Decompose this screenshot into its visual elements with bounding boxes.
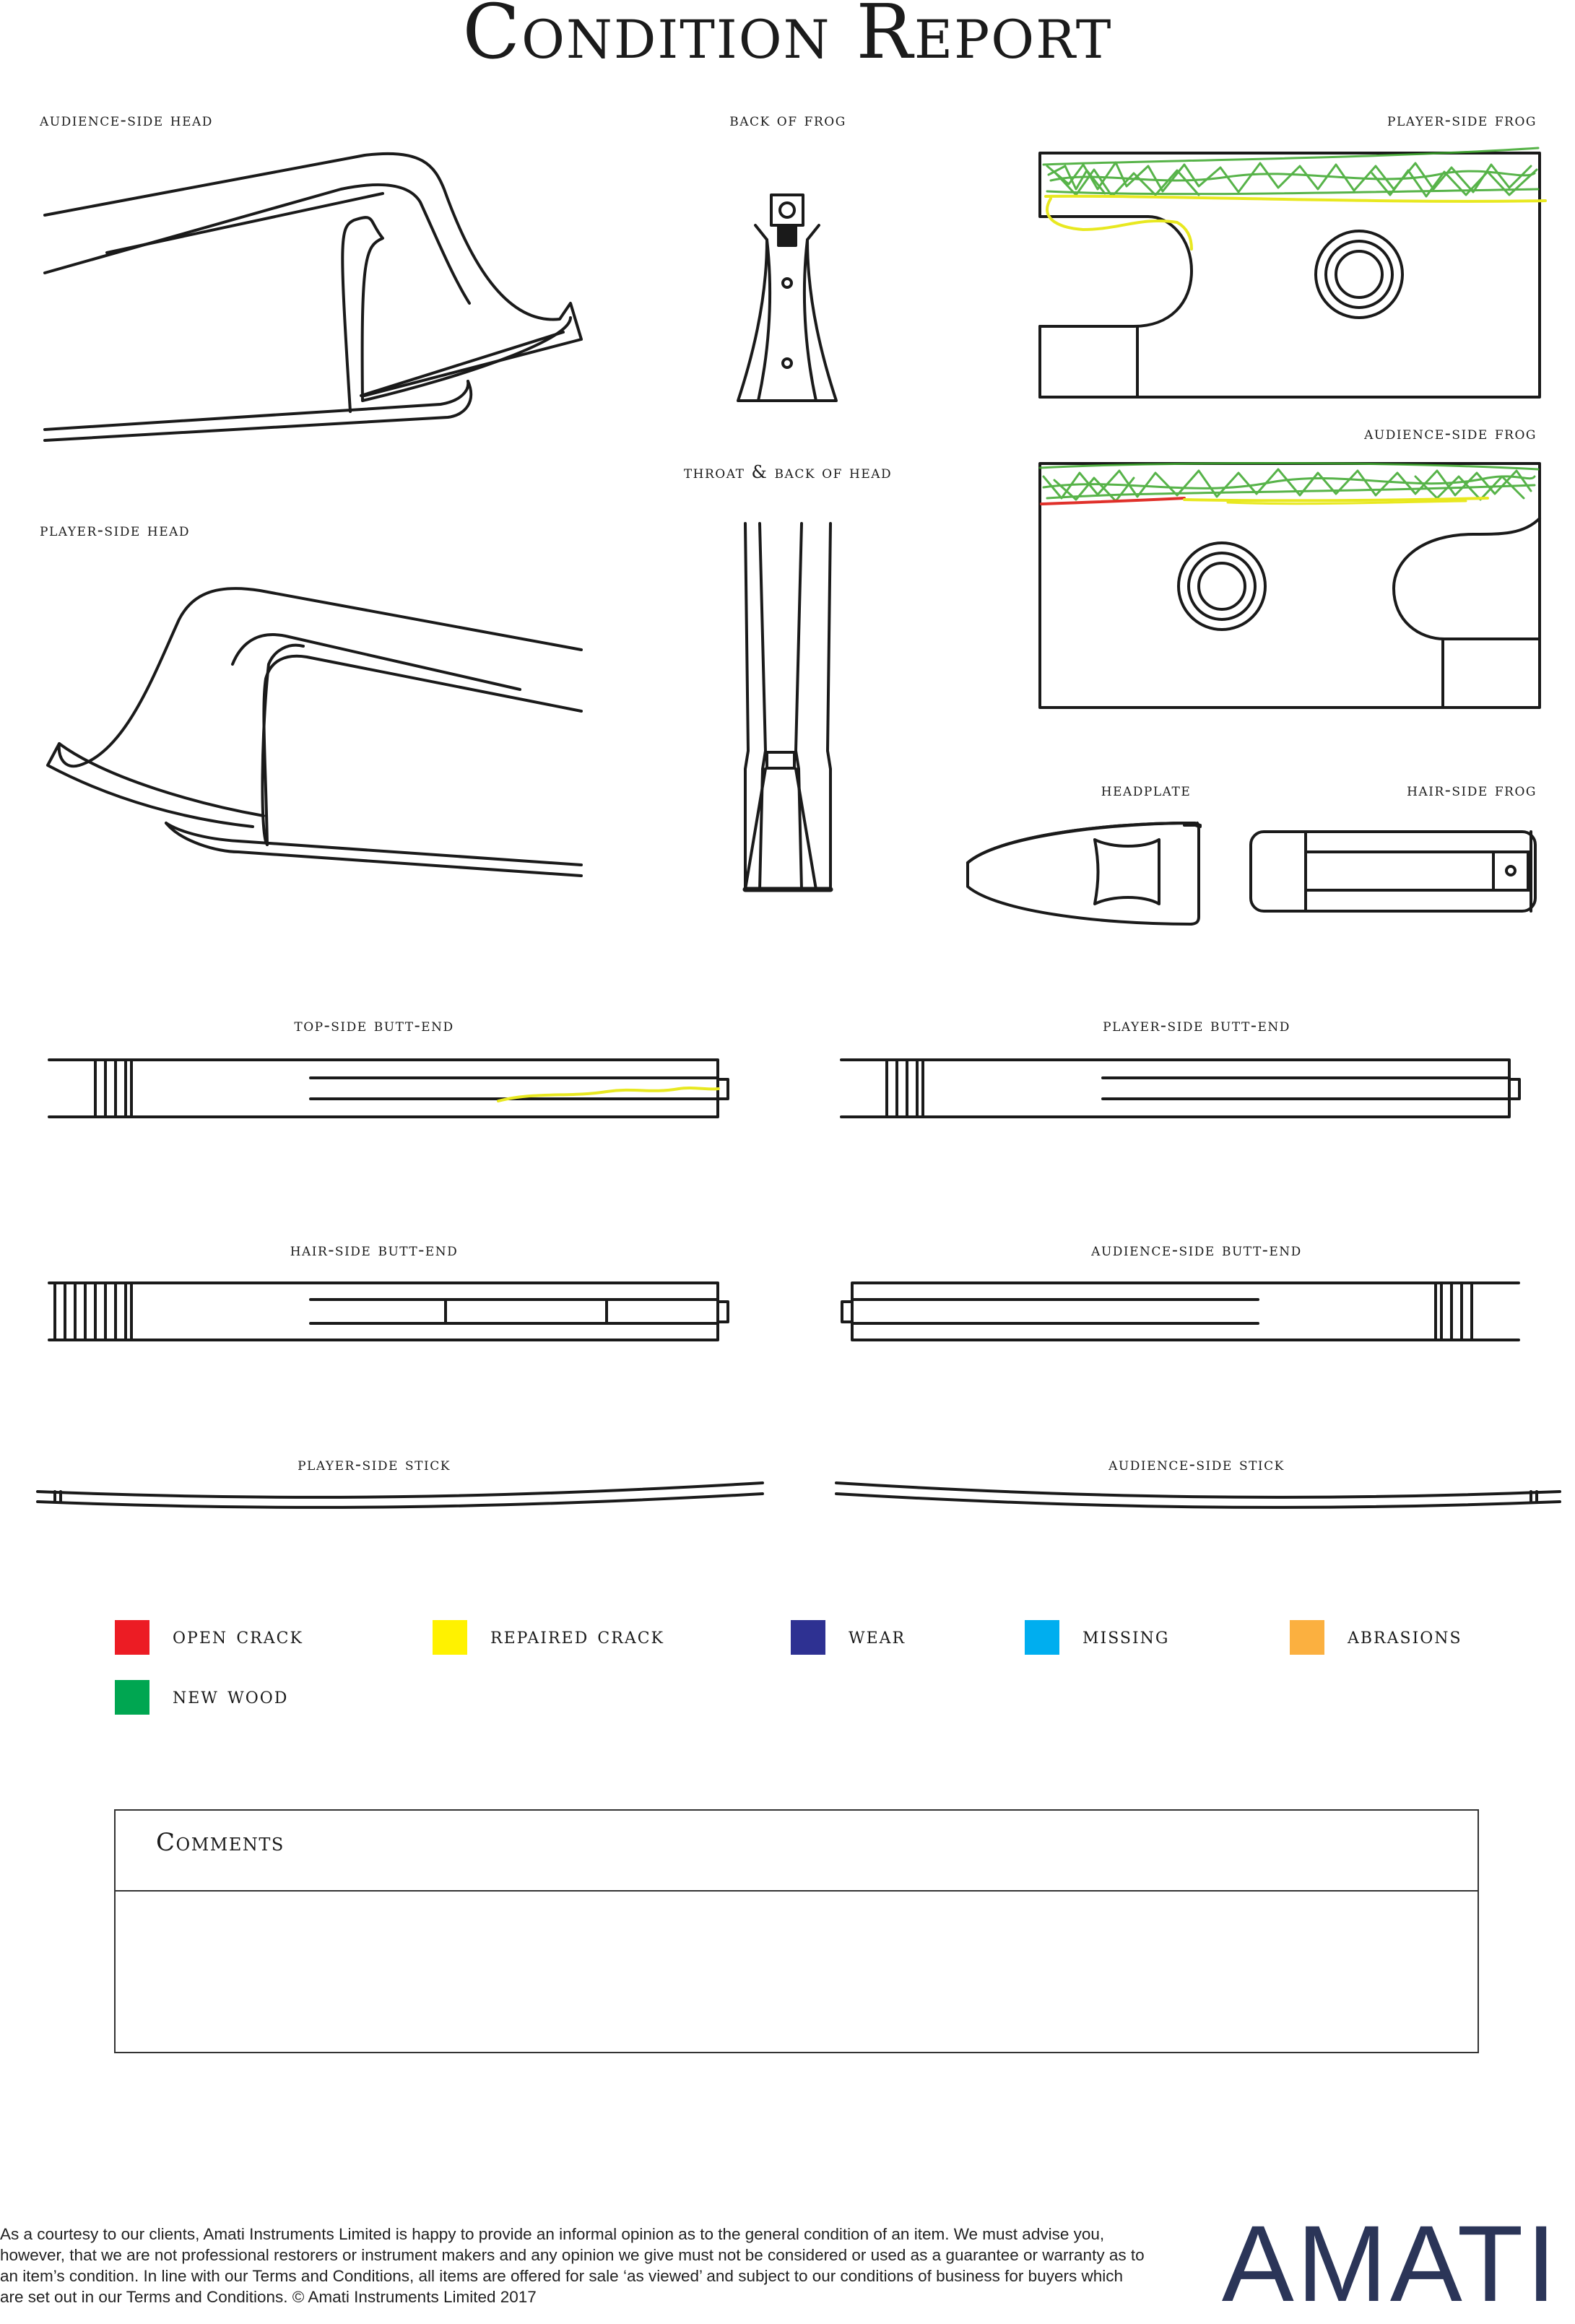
- legend-swatch-new-wood: [115, 1680, 149, 1715]
- legend-swatch-open-crack: [115, 1620, 149, 1655]
- legend-swatch-repaired-crack: [433, 1620, 467, 1655]
- comments-heading: Comments: [116, 1811, 1478, 1892]
- label-audience-side-frog: audience-side frog: [1364, 423, 1537, 443]
- label-hair-side-frog: hair-side frog: [1407, 780, 1537, 800]
- legend-label-abrasions: abrasions: [1348, 1622, 1462, 1649]
- label-hair-side-butt-end: hair-side butt-end: [290, 1240, 459, 1260]
- label-audience-side-butt-end: audience-side butt-end: [1091, 1240, 1302, 1260]
- drawing-player-side-head: [48, 588, 581, 876]
- legend-label-repaired-crack: repaired crack: [490, 1622, 664, 1649]
- label-headplate: headplate: [1101, 780, 1192, 800]
- drawing-audience-side-head: [45, 154, 581, 440]
- drawing-player-side-stick: [38, 1483, 763, 1507]
- disclaimer-text: As a courtesy to our clients, Amati Instruments Limited is happy to provide an informal opinion as to the general condition of an item. We must advise you, however, that we are not professional restorers or instrument makers and any opinion we give must not be considered or used as a guarantee or warranty as to an item’s condition. In line with our Terms and Conditions, all items are offered for sale ‘as viewed’ and subject to our conditions of business for buyers which are set out in our Terms and Conditions. © Amati Instruments Limited 2017: [0, 2225, 1145, 2306]
- legend-label-wear: wear: [849, 1622, 906, 1649]
- drawing-hair-side-butt-end: [49, 1283, 728, 1340]
- label-player-side-butt-end: player-side butt-end: [1103, 1015, 1290, 1035]
- page-title: Condition Report: [462, 0, 1113, 76]
- legend-swatch-missing: [1025, 1620, 1059, 1655]
- comments-field[interactable]: [116, 1892, 1478, 2052]
- label-throat-back-of-head: throat & back of head: [683, 462, 893, 482]
- drawing-player-side-butt-end: [841, 1060, 1519, 1117]
- legend-label-new-wood: new wood: [173, 1681, 289, 1709]
- label-audience-side-head: audience-side head: [40, 110, 213, 130]
- legend-swatch-wear: [791, 1620, 825, 1655]
- drawing-hair-side-frog: [1251, 832, 1535, 911]
- label-player-side-frog: player-side frog: [1387, 110, 1537, 130]
- drawing-audience-side-butt-end: [842, 1283, 1519, 1340]
- comments-box: [114, 1809, 1479, 2053]
- legend-label-missing: missing: [1082, 1622, 1170, 1649]
- drawing-headplate: [968, 823, 1200, 924]
- drawing-back-of-frog: [738, 195, 836, 401]
- label-audience-side-stick: audience-side stick: [1108, 1454, 1285, 1474]
- label-back-of-frog: back of frog: [729, 110, 846, 130]
- legend-label-open-crack: open crack: [173, 1622, 303, 1649]
- legend-swatch-abrasions: [1290, 1620, 1324, 1655]
- marking-new-wood-player-frog: [1044, 148, 1538, 196]
- label-player-side-stick: player-side stick: [298, 1454, 451, 1474]
- amati-logo: AMATI: [1221, 2203, 1559, 2324]
- drawing-audience-side-stick: [836, 1483, 1560, 1507]
- drawing-throat: [745, 523, 830, 889]
- marking-new-wood-audience-frog: [1040, 464, 1538, 502]
- label-player-side-head: player-side head: [40, 520, 191, 540]
- drawing-top-side-butt-end: [49, 1060, 728, 1117]
- label-top-side-butt-end: top-side butt-end: [294, 1015, 454, 1035]
